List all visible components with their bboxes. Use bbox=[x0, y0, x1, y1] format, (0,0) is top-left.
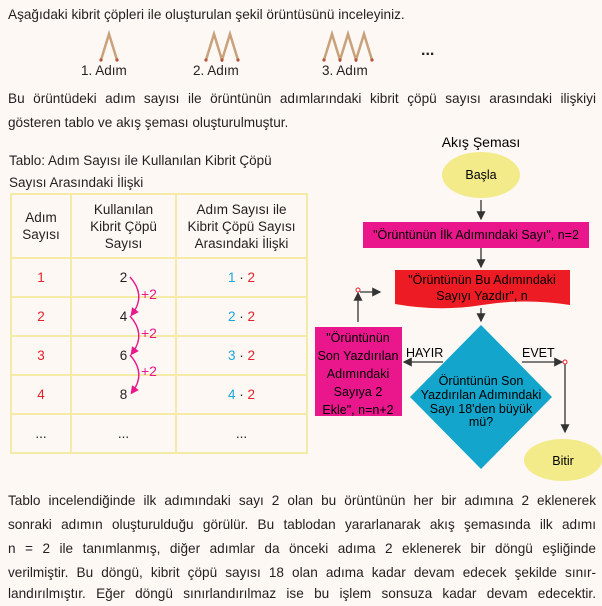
table-header-row bbox=[11, 194, 307, 258]
step-2-label: 2. Adım bbox=[193, 63, 239, 78]
conclusion-line-2: sonraki adımın oluşturulduğu görülür. Bu tablodan yararlanarak akış şemasında ilk adımı bbox=[8, 517, 596, 532]
table-row: 3 6 3 · 2 bbox=[11, 336, 307, 375]
table-row: ... ... ... bbox=[11, 414, 307, 453]
add-label: Ekle", n=n+2 bbox=[322, 403, 394, 417]
table-caption bbox=[9, 150, 272, 194]
matchstick-pattern bbox=[0, 28, 460, 62]
caption-line: Tablo: Adım Sayısı ile Kullanılan Kibrit Çöpü bbox=[9, 153, 272, 168]
table-row: 2 4 2 · 2 bbox=[11, 297, 307, 336]
flowchart bbox=[300, 130, 602, 490]
description-line-2: gösteren tablo ve akış şeması oluşturulmuştur. bbox=[8, 115, 289, 130]
flowchart-title: Akış Şeması bbox=[441, 134, 521, 150]
print-label: "Örüntünün Bu Adımındaki bbox=[408, 273, 556, 287]
increment-label: +2 bbox=[141, 286, 157, 302]
add-label: Adımındaki bbox=[326, 367, 390, 381]
increment-label: +2 bbox=[141, 363, 157, 379]
header-relation: Adım Sayısı ile Kibrit Çöpü Sayısı Arasındaki İlişki bbox=[176, 194, 307, 258]
decision-label: Sayı 18'den büyük bbox=[429, 402, 533, 416]
matchstick-step-3 bbox=[324, 34, 372, 60]
increment-arrows bbox=[120, 270, 180, 410]
connector-dot bbox=[356, 288, 360, 292]
intro-text: Aşağıdaki kibrit çöpleri ile oluşturulan şekil örüntüsünü inceleyiniz. bbox=[8, 7, 405, 22]
connector-dot bbox=[563, 360, 567, 364]
description-line-1: Bu örüntüdeki adım sayısı ile örüntünün adımlarındaki kibrit çöpü sayısı arasındaki ilişkiyi bbox=[8, 91, 596, 106]
add-label: Sayıya 2 bbox=[333, 385, 383, 399]
ellipsis: ... bbox=[421, 42, 435, 59]
decision-label: Örüntünün Son bbox=[438, 374, 524, 388]
increment-label: +2 bbox=[141, 325, 157, 341]
yes-label: EVET bbox=[522, 346, 555, 360]
add-label: Son Yazdırılan bbox=[317, 349, 399, 363]
print-label: Sayıyı Yazdır", n bbox=[436, 289, 528, 303]
step-3-label: 3. Adım bbox=[322, 63, 368, 78]
end-label: Bitir bbox=[552, 454, 574, 468]
conclusion-line-5: landırılmıştır. Eğer döngü sınırlandırılmaz ise bu işlem sonsuza kadar devam edecektir. bbox=[8, 586, 596, 601]
conclusion-line-4: verilmiştir. Bu döngü, kibrit çöpü sayısı 18 olan adıma kadar devam edecek şekilde sınır- bbox=[8, 565, 596, 580]
decision-label: mü? bbox=[468, 415, 494, 429]
table-row: 4 8 4 · 2 bbox=[11, 375, 307, 414]
matchstick-step-1 bbox=[101, 34, 117, 60]
matchstick-step-2 bbox=[206, 34, 238, 60]
header-count: Kullanılan Kibrit Çöpü Sayısı bbox=[71, 194, 176, 258]
conclusion-line-1: Tablo incelendiğinde ilk adımındaki sayı 2 olan bu örüntünün her bir adımına 2 eklenerek bbox=[8, 493, 596, 508]
decision-label: Yazdırılan Adımındaki bbox=[420, 388, 542, 402]
header-step: Adım Sayısı bbox=[11, 194, 71, 258]
start-label: Başla bbox=[465, 168, 497, 182]
no-label: HAYIR bbox=[406, 346, 444, 360]
step-1-label: 1. Adım bbox=[81, 63, 127, 78]
table-row: 1 2 1 · 2 bbox=[11, 258, 307, 297]
conclusion-line-3: n = 2 ile tanımlanmış, diğer adımlar da önceki adıma 2 eklenerek bir döngü eşliğinde bbox=[8, 541, 596, 556]
init-label: "Örüntünün İlk Adımındaki Sayı", n=2 bbox=[373, 228, 579, 242]
add-label: "Örüntünün bbox=[326, 331, 390, 345]
caption-line: Sayısı Arasındaki İlişki bbox=[9, 175, 144, 190]
